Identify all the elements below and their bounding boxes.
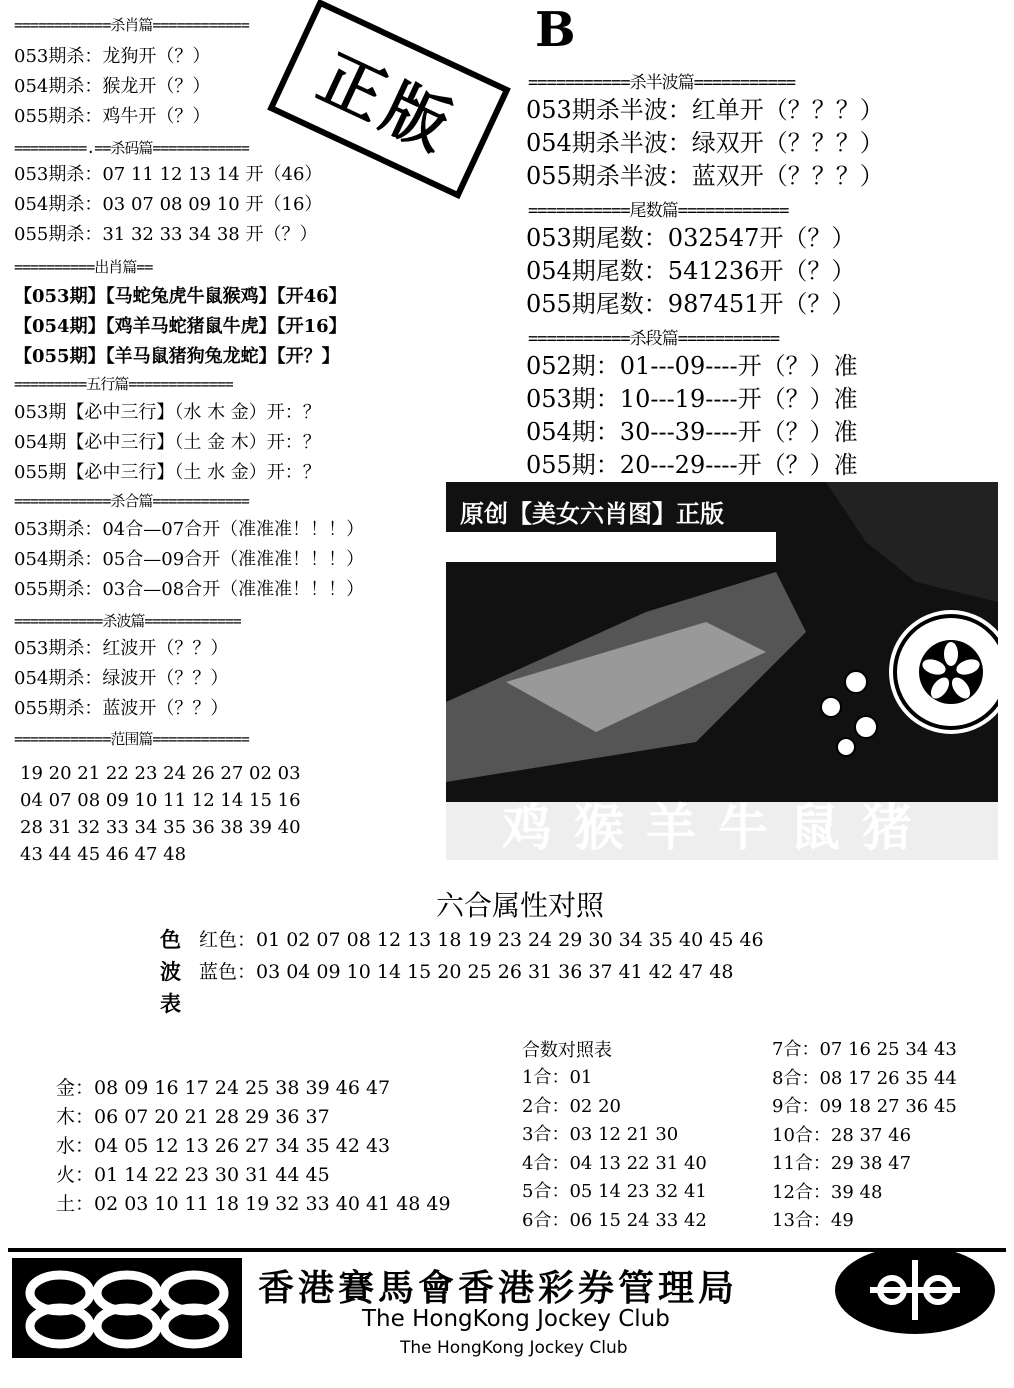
attr-side-label: 色 bbox=[160, 927, 181, 952]
list-item: 水：04 05 12 13 26 27 34 35 42 43 bbox=[56, 1135, 391, 1157]
footer-cn-title: 香港賽馬會香港彩券管理局 bbox=[258, 1267, 739, 1309]
elements-list bbox=[56, 1074, 451, 1219]
list-item: 054期杀：03 07 08 09 10 开（16） bbox=[14, 194, 323, 215]
section-header-wuxing: =========五行篇============= bbox=[14, 375, 233, 393]
photo-banner: 原创【美女六肖图】正版 bbox=[460, 500, 724, 528]
color-rows bbox=[199, 924, 764, 988]
list-item: 055期杀：鸡牛开（？） bbox=[14, 106, 211, 127]
wuxing-list bbox=[14, 398, 321, 488]
beauty-photo bbox=[446, 482, 998, 860]
list-item: 054期杀半波：绿双开（？？？） bbox=[526, 129, 884, 157]
list-item: 055期【必中三行】（土 水 金）开：？ bbox=[14, 462, 321, 483]
list-item: 055期杀：蓝波开（？？） bbox=[14, 698, 229, 719]
list-item: 28 31 32 33 34 35 36 38 39 40 bbox=[20, 817, 301, 838]
shama-list bbox=[14, 160, 322, 250]
list-item: 053期杀半波：红单开（？？？） bbox=[526, 96, 884, 124]
heshu-col2 bbox=[772, 1036, 957, 1236]
section-header-chuxiao: ==========出肖篇== bbox=[14, 258, 153, 276]
list-item: 43 44 45 46 47 48 bbox=[20, 844, 187, 865]
list-item: 055期杀：03合—08合开（准准准！！！） bbox=[14, 579, 365, 600]
list-item: 【054期】【鸡羊马蛇猪鼠牛虎】【开16】 bbox=[14, 316, 347, 337]
section-header-shaxiao: ============杀肖篇============ bbox=[14, 16, 249, 34]
list-item: 053期杀：04合—07合开（准准准！！！） bbox=[14, 519, 365, 540]
shaxiao-list bbox=[14, 42, 210, 132]
page-letter: B bbox=[535, 2, 576, 58]
list-item: 木：06 07 20 21 28 29 36 37 bbox=[56, 1106, 330, 1128]
list-item: 053期杀：07 11 12 13 14 开（46） bbox=[14, 164, 323, 185]
list-item: 055期杀：31 32 33 34 38 开（？） bbox=[14, 224, 318, 245]
shabanbo-list bbox=[526, 94, 884, 193]
section-header-shahe: ============杀合篇============ bbox=[14, 492, 249, 510]
list-item: 12合：39 48 bbox=[772, 1181, 883, 1203]
list-item: 04 07 08 09 10 11 12 14 15 16 bbox=[20, 790, 301, 811]
list-item: 053期尾数：032547开（？） bbox=[526, 224, 856, 252]
section-header-shabanbo: ===========杀半波篇=========== bbox=[528, 73, 796, 93]
list-item: 火：01 14 22 23 30 31 44 45 bbox=[56, 1164, 330, 1186]
shaduan-list bbox=[526, 350, 858, 482]
footer bbox=[0, 1248, 1014, 1388]
list-item: 054期杀：05合—09合开（准准准！！！） bbox=[14, 549, 365, 570]
zhengban-stamp: 正版 bbox=[267, 0, 511, 199]
shabo-list bbox=[14, 634, 228, 724]
chuxiao-list bbox=[14, 282, 347, 372]
list-item: 053期【必中三行】（水 木 金）开：？ bbox=[14, 402, 321, 423]
section-header-shabo: ===========杀波篇============ bbox=[14, 612, 241, 630]
footer-en-title: The HongKong Jockey Club bbox=[362, 1306, 670, 1332]
list-item: 【055期】【羊马鼠猪狗兔龙蛇】【开？】 bbox=[14, 346, 340, 367]
section-header-shaduan: ===========杀段篇=========== bbox=[528, 329, 780, 349]
list-item: 054期：30---39----开（？）准 bbox=[526, 418, 858, 446]
list-item: 054期杀：猴龙开（？） bbox=[14, 76, 211, 97]
zodiac-caption: 鸡猴羊牛鼠猪 bbox=[502, 798, 934, 857]
list-item: 055期尾数：987451开（？） bbox=[526, 290, 856, 318]
list-item: 13合：49 bbox=[772, 1210, 854, 1231]
section-header-fanwei: ============范围篇============ bbox=[14, 730, 249, 748]
list-item: 054期【必中三行】（土 金 木）开：？ bbox=[14, 432, 321, 453]
red-row: 红色：01 02 07 08 12 13 18 19 23 24 29 30 34 35 40 45 46 bbox=[199, 929, 764, 951]
list-item: 【053期】【马蛇兔虎牛鼠猴鸡】【开46】 bbox=[14, 286, 347, 307]
list-item: 053期杀：红波开（？？） bbox=[14, 638, 229, 659]
fanwei-list bbox=[20, 760, 301, 868]
list-item: 5合：05 14 23 32 41 bbox=[522, 1181, 707, 1202]
footer-en-subtitle: The HongKong Jockey Club bbox=[400, 1338, 628, 1358]
attr-side bbox=[160, 924, 181, 1020]
list-item: 055期杀半波：蓝双开（？？？） bbox=[526, 162, 884, 190]
list-item: 053期：10---19----开（？）准 bbox=[526, 385, 858, 413]
list-item: 19 20 21 22 23 24 26 27 02 03 bbox=[20, 763, 301, 784]
blue-row: 蓝色：03 04 09 10 14 15 20 25 26 31 36 37 41 42 47 48 bbox=[199, 961, 734, 983]
heshu-col1 bbox=[522, 1064, 707, 1235]
list-item: 11合：29 38 47 bbox=[772, 1153, 912, 1174]
shahe-list bbox=[14, 515, 364, 605]
list-item: 10合：28 37 46 bbox=[772, 1124, 912, 1146]
list-item: 8合：08 17 26 35 44 bbox=[772, 1067, 957, 1089]
list-item: 7合：07 16 25 34 43 bbox=[772, 1039, 957, 1060]
list-item: 2合：02 20 bbox=[522, 1095, 621, 1117]
attr-side-label: 表 bbox=[160, 991, 181, 1016]
list-item: 055期：20---29----开（？）准 bbox=[526, 451, 858, 479]
list-item: 052期：01---09----开（？）准 bbox=[526, 352, 858, 380]
heshu-title: 合数对照表 bbox=[522, 1040, 612, 1061]
weishu-list bbox=[526, 222, 855, 321]
list-item: 054期尾数：541236开（？） bbox=[526, 257, 856, 285]
list-item: 1合：01 bbox=[522, 1067, 593, 1088]
section-header-shama: =========.==杀码篇============ bbox=[14, 139, 249, 157]
list-item: 054期杀：绿波开（？？） bbox=[14, 668, 229, 689]
list-item: 金：08 09 16 17 24 25 38 39 46 47 bbox=[56, 1077, 391, 1099]
attr-title: 六合属性对照 bbox=[436, 889, 605, 922]
section-header-weishu: ===========尾数篇============ bbox=[528, 201, 789, 221]
list-item: 4合：04 13 22 31 40 bbox=[522, 1152, 707, 1174]
attr-side-label: 波 bbox=[160, 959, 181, 984]
list-item: 6合：06 15 24 33 42 bbox=[522, 1209, 707, 1231]
list-item: 3合：03 12 21 30 bbox=[522, 1124, 679, 1145]
list-item: 053期杀：龙狗开（？） bbox=[14, 46, 211, 67]
list-item: 9合：09 18 27 36 45 bbox=[772, 1096, 957, 1117]
list-item: 土：02 03 10 11 18 19 32 33 40 41 48 49 bbox=[56, 1193, 451, 1215]
